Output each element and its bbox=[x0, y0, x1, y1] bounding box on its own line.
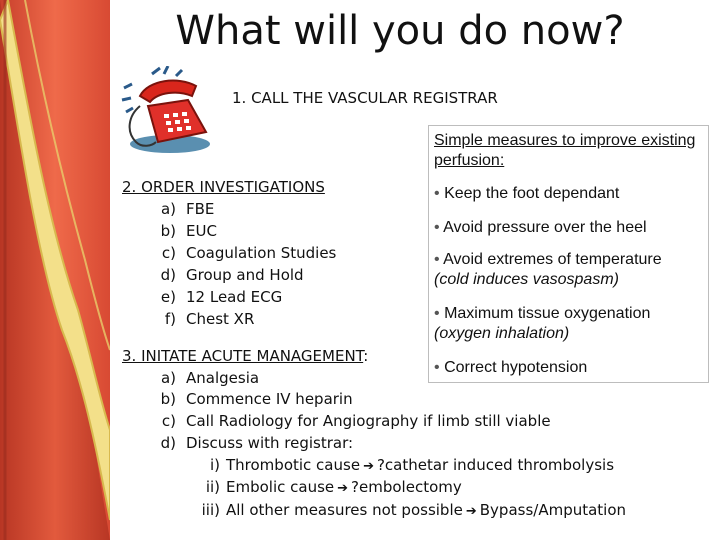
list-item: a) FBE bbox=[160, 200, 215, 218]
list-item: b) EUC bbox=[160, 222, 217, 240]
measures-heading: Simple measures to improve existing perfusion: bbox=[434, 132, 696, 169]
right-arrow-icon: ➔ bbox=[363, 458, 374, 474]
artery-illustration bbox=[0, 0, 110, 540]
list-item: d) Discuss with registrar: bbox=[160, 433, 354, 452]
right-arrow-icon: ➔ bbox=[337, 481, 349, 497]
measure-item bbox=[434, 250, 706, 290]
list-item: d) Group and Hold bbox=[160, 266, 304, 284]
right-arrow-icon: ➔ bbox=[465, 503, 477, 519]
telephone-icon bbox=[118, 66, 218, 160]
list-item: b) Commence IV heparin bbox=[160, 390, 353, 409]
investigations-heading: 2. ORDER INVESTIGATIONS bbox=[122, 178, 325, 196]
measure-text: Keep the foot dependant bbox=[444, 185, 620, 202]
management-heading: 3. INITATE ACUTE MANAGEMENT: bbox=[122, 347, 369, 365]
measure-item bbox=[434, 304, 706, 344]
bullet-icon: • bbox=[434, 251, 440, 268]
measure-text: Avoid extremes of temperature bbox=[443, 251, 662, 268]
bullet-icon: • bbox=[434, 359, 440, 376]
bullet-icon: • bbox=[434, 219, 440, 236]
measure-text: Correct hypotension bbox=[444, 359, 588, 376]
investigations-list bbox=[122, 198, 336, 330]
measures-box bbox=[428, 125, 709, 383]
bullet-icon: • bbox=[434, 305, 440, 322]
measure-text: Maximum tissue oxygenation bbox=[444, 305, 651, 322]
step-investigations bbox=[122, 176, 336, 330]
bullet-icon: • bbox=[434, 185, 440, 202]
list-item: iii) All other measures not possible ➔ Bypass/Amputation bbox=[201, 500, 627, 519]
list-item: i) Thrombotic cause ➔ ?cathetar induced thrombolysis bbox=[209, 455, 615, 474]
measure-subtext: (cold induces vasospasm) bbox=[434, 271, 619, 288]
registrar-options bbox=[122, 455, 626, 523]
step-management bbox=[122, 346, 626, 523]
list-item: c) Call Radiology for Angiography if limb still viable bbox=[161, 412, 551, 431]
management-list bbox=[122, 368, 626, 455]
list-item: a) Analgesia bbox=[160, 368, 260, 387]
list-item: f) Chest XR bbox=[164, 310, 255, 328]
measure-item bbox=[434, 218, 706, 238]
list-item: c) Coagulation Studies bbox=[161, 244, 337, 262]
step-call-registrar: 1. CALL THE VASCULAR REGISTRAR bbox=[232, 89, 498, 107]
slide-title: What will you do now? bbox=[175, 8, 625, 54]
list-item: ii) Embolic cause ➔ ?embolectomy bbox=[205, 478, 462, 497]
measure-text: Avoid pressure over the heel bbox=[443, 219, 647, 236]
measure-item bbox=[434, 184, 706, 204]
measure-subtext: (oxygen inhalation) bbox=[434, 325, 570, 342]
list-item: e) 12 Lead ECG bbox=[160, 288, 283, 306]
